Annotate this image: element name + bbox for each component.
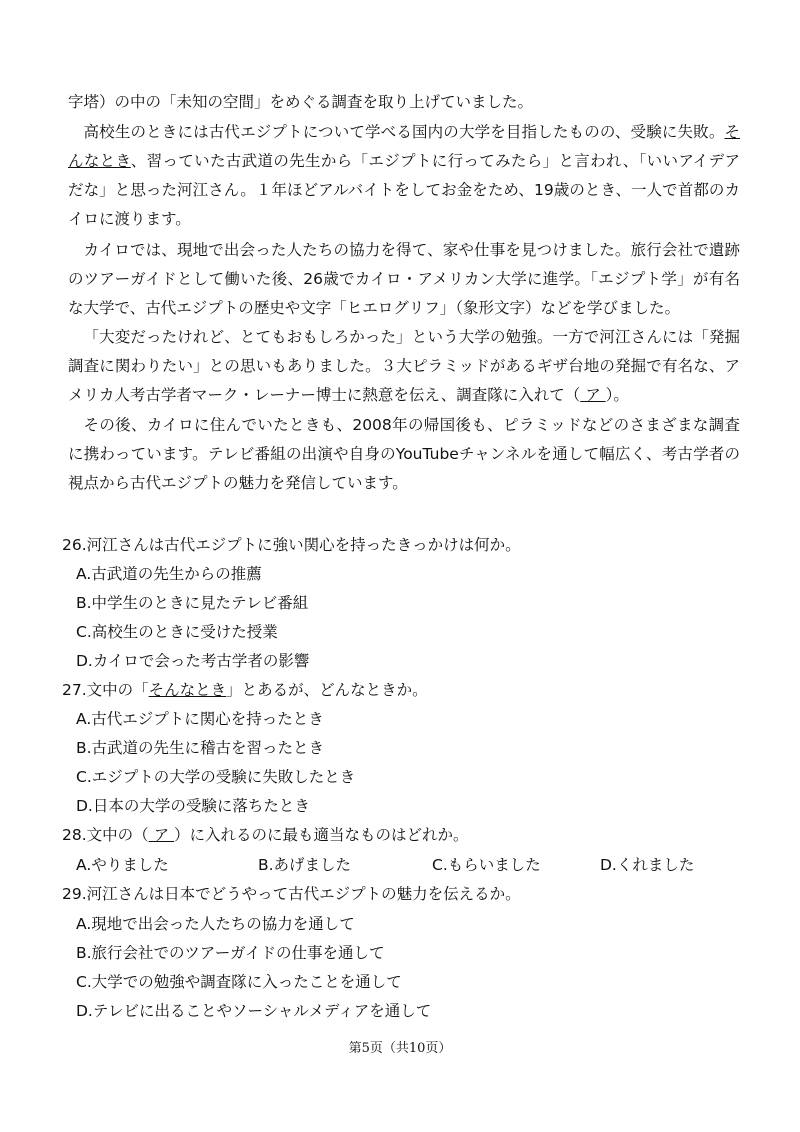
question-26-option-c[interactable]: C.高校生のときに受けた授業 — [76, 623, 278, 641]
question-28-options — [76, 851, 756, 880]
passage-text: 「大変だったけれど、とてもおもしろかった」という大学の勉強。一方で河江さんには「発掘調査に関わりたい」との思いもありました。３大ピラミッドがあるギザ台地の発掘で有名な、アメリカ人考古学者マーク・レーナー博士に熱意を伝え、調査隊に入れて（ — [68, 328, 740, 404]
passage-text: 高校生のときには古代エジプトについて学べる国内の大学を目指したものの、受験に失敗。 — [83, 123, 725, 141]
question-text: 27.文中の「 — [62, 681, 149, 699]
passage-text: その後、カイロに住んでいたときも、2008年の帰国後も、ピラミッドなどのさまざまな調査に携わっています。テレビ番組の出演や自身のYouTubeチャンネルを通して幅広く、考古学者の視点から古代エジプトの魅力を発信しています。 — [68, 416, 740, 492]
passage-text: 字塔）の中の「未知の空間」をめぐる調査を取り上げていました。 — [68, 93, 534, 111]
underlined-phrase: そんなとき — [68, 123, 740, 170]
passage-text: ）。 — [605, 386, 629, 404]
question-27-option-d[interactable]: D.日本の大学の受験に落ちたとき — [76, 797, 310, 815]
question-26-option-a[interactable]: A.古武道の先生からの推薦 — [76, 565, 262, 583]
question-28-option-b[interactable]: B.あげました — [258, 856, 352, 874]
underlined-phrase: そんなとき — [148, 681, 227, 699]
question-28-option-c[interactable]: C.もらいました — [432, 856, 541, 874]
question-29-option-a[interactable]: A.現地で出会った人たちの協力を通して — [76, 915, 355, 933]
passage-paragraph-1 — [68, 118, 740, 234]
passage-paragraph-2 — [68, 236, 740, 323]
fill-blank: ア — [580, 386, 606, 404]
question-26-option-d[interactable]: D.カイロで会った考古学者の影響 — [76, 652, 310, 670]
fill-blank: ア — [148, 826, 175, 844]
question-27-option-a[interactable]: A.古代エジプトに関心を持ったとき — [76, 710, 324, 728]
question-text: 」とあるが、どんなときか。 — [226, 681, 428, 699]
question-26-option-b[interactable]: B.中学生のときに見たテレビ番組 — [76, 594, 309, 612]
question-27-option-b[interactable]: B.古武道の先生に稽古を習ったとき — [76, 739, 325, 757]
question-28-option-d[interactable]: D.くれました — [600, 856, 695, 874]
question-27-stem — [62, 676, 752, 705]
passage-paragraph-4 — [68, 411, 740, 498]
question-29-option-d[interactable]: D.テレビに出ることやソーシャルメディアを通して — [76, 1002, 432, 1020]
question-27-option-c[interactable]: C.エジプトの大学の受験に失敗したとき — [76, 768, 356, 786]
question-text: ）に入れるのに最も適当なものはどれか。 — [174, 826, 469, 844]
passage-text: 、習っていた古武道の先生から「エジプトに行ってみたら」と言われ、「いいアイデアだな」と思った河江さん。１年ほどアルバイトをしてお金をため、19歳のとき、一人で首都のカイロに渡ります。 — [68, 152, 740, 228]
question-29-option-b[interactable]: B.旅行会社でのツアーガイドの仕事を通して — [76, 944, 385, 962]
question-29-stem: 29.河江さんは日本でどうやって古代エジプトの魅力を伝えるか。 — [62, 885, 521, 903]
question-26-stem: 26.河江さんは古代エジプトに強い関心を持ったきっかけは何か。 — [62, 536, 521, 554]
passage-paragraph-0 — [68, 88, 740, 117]
passage-paragraph-3 — [68, 323, 740, 410]
page-number: 第5页（共10页） — [348, 1041, 452, 1056]
question-29-option-c[interactable]: C.大学での勉強や調査隊に入ったことを通して — [76, 973, 402, 991]
question-text: 28.文中の（ — [62, 826, 149, 844]
question-28-option-a[interactable]: A.やりました — [76, 856, 169, 874]
question-28-stem — [62, 821, 752, 850]
passage-text: カイロでは、現地で出会った人たちの協力を得て、家や仕事を見つけました。旅行会社で遺跡のツアーガイドとして働いた後、26歳でカイロ・アメリカン大学に進学。「エジプト学」が有名な大学で、古代エジプトの歴史や文字「ヒエログリフ」（象形文字）などを学びました。 — [68, 241, 740, 317]
